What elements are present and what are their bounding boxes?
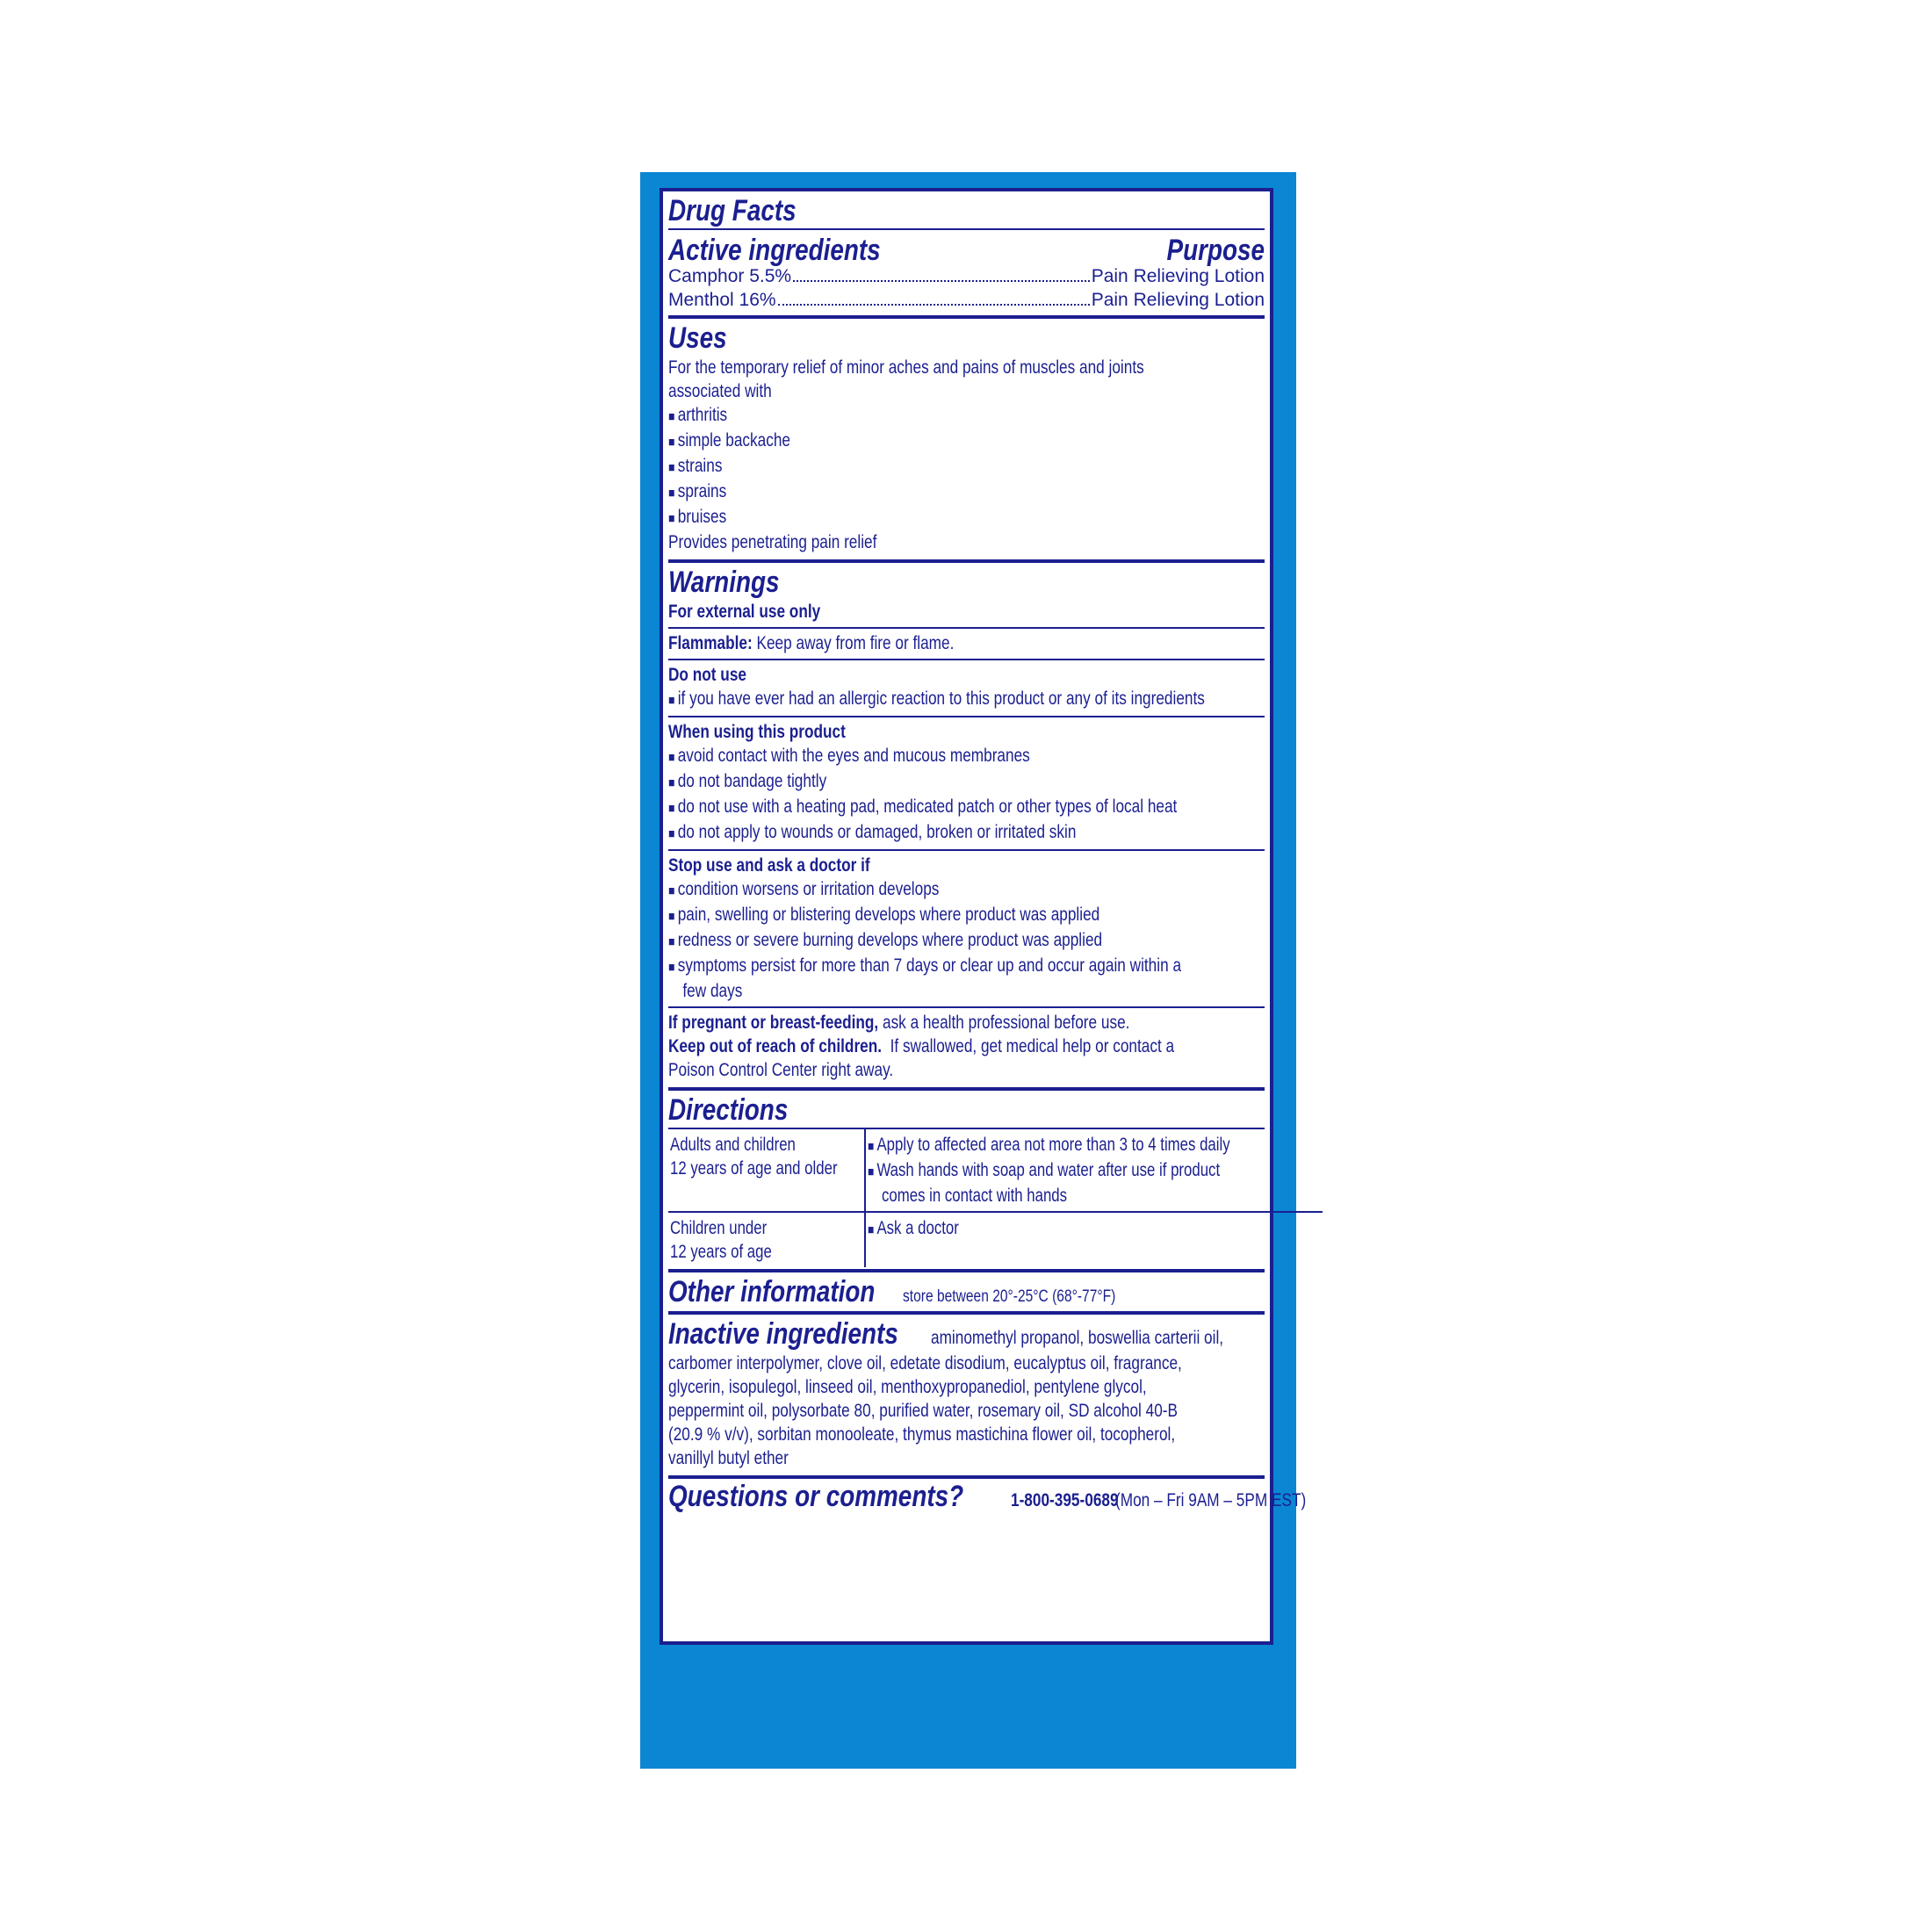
drug-facts-label	[660, 188, 1307, 1645]
external-use: For external use only	[668, 602, 821, 622]
questions-section	[668, 1479, 1307, 1514]
directions-item: ■ Ask a doctor	[868, 1216, 1230, 1242]
uses-intro: associated with	[668, 381, 772, 401]
other-info-section	[668, 1272, 1265, 1315]
directions-adult-instructions	[866, 1129, 1323, 1213]
when-using-item: ■ avoid contact with the eyes and mucous membranes	[668, 744, 1157, 769]
directions-table	[668, 1128, 1265, 1267]
directions-heading: Directions	[668, 1093, 789, 1127]
flammable-line	[668, 631, 1157, 655]
stop-use-item: ■ redness or severe burning develops where product was applied	[668, 928, 1157, 954]
directions-child-label: Children under	[670, 1218, 768, 1238]
warnings-section	[668, 563, 1265, 1091]
pregnant-text: ask a health professional before use.	[882, 1013, 1130, 1033]
children-text: If swallowed, get medical help or contact a	[890, 1036, 1175, 1056]
inactive-text: peppermint oil, polysorbate 80, purified water, rosemary oil, SD alcohol 40-B	[668, 1401, 1179, 1421]
other-info-heading: Other information	[668, 1275, 876, 1308]
ingredient-name: Camphor 5.5%	[668, 266, 792, 286]
questions-phone: 1-800-395-0689	[1010, 1490, 1119, 1510]
uses-item: ■ bruises	[668, 505, 1157, 530]
directions-item-cont: comes in contact with hands	[882, 1186, 1068, 1206]
when-using-item: ■ do not apply to wounds or damaged, broken or irritated skin	[668, 820, 1157, 846]
children-label: Keep out of reach of children.	[668, 1036, 883, 1056]
active-heading: Active ingredients	[668, 234, 881, 267]
inactive-text: (20.9 % v/v), sorbitan monooleate, thymus mastichina flower oil, tocopherol,	[668, 1424, 1176, 1445]
inactive-text: aminomethyl propanol, boswellia carterii oil,	[931, 1328, 1224, 1348]
children-line	[668, 1034, 1175, 1058]
when-using-item: ■ do not bandage tightly	[668, 769, 1157, 795]
ingredient-purpose: Pain Relieving Lotion	[1091, 290, 1265, 310]
drug-facts-title: Drug Facts	[668, 194, 797, 227]
leader-dots	[778, 304, 1090, 306]
uses-item: ■ arthritis	[668, 403, 1157, 429]
uses-footer: Provides penetrating pain relief	[668, 532, 877, 552]
inactive-heading: Inactive ingredients	[668, 1317, 898, 1351]
active-header	[668, 233, 1265, 268]
children-line-cont: Poison Control Center right away.	[668, 1060, 894, 1080]
stop-use-heading: Stop use and ask a doctor if	[668, 855, 870, 876]
uses-intro: For the temporary relief of minor aches and pains of muscles and joints	[668, 357, 1144, 378]
package-panel	[640, 172, 1307, 1769]
stop-use-item: ■ condition worsens or irritation develops	[668, 877, 1157, 903]
directions-adult-label: Adults and children	[670, 1135, 796, 1155]
leader-dots	[793, 280, 1090, 282]
warnings-heading: Warnings	[668, 566, 780, 599]
ingredient-purpose: Pain Relieving Lotion	[1091, 266, 1265, 286]
directions-item: ■ Apply to affected area not more than 3 to 4 times daily	[868, 1133, 1230, 1158]
directions-child-label: 12 years of age	[670, 1242, 772, 1262]
stop-use-item: ■ pain, swelling or blistering develops where product was applied	[668, 903, 1157, 928]
do-not-use-item: ■ if you have ever had an allergic reaction to this product or any of its ingredients	[668, 687, 1157, 712]
ingredient-row	[668, 288, 1265, 312]
directions-child-cell	[668, 1213, 866, 1267]
when-using-heading: When using this product	[668, 722, 846, 742]
do-not-use-heading: Do not use	[668, 665, 746, 685]
active-section	[668, 191, 1265, 319]
stop-use-item-cont: few days	[682, 981, 743, 1001]
uses-section	[668, 319, 1265, 563]
uses-item: ■ simple backache	[668, 429, 1157, 454]
uses-item: ■ sprains	[668, 479, 1157, 505]
pregnant-line	[668, 1011, 1157, 1034]
other-info-text: store between 20°-25°C (68°-77°F)	[903, 1287, 1116, 1306]
stop-use-item: ■ symptoms persist for more than 7 days or clear up and occur again within a	[668, 954, 1157, 979]
ingredient-name: Menthol 16%	[668, 290, 776, 310]
directions-item: ■ Wash hands with soap and water after use if product	[868, 1158, 1230, 1184]
inactive-section	[668, 1315, 1265, 1479]
uses-item: ■ strains	[668, 454, 1157, 479]
purpose-heading: Purpose	[1166, 234, 1265, 267]
questions-hours: (Mon – Fri 9AM – 5PM EST)	[1115, 1490, 1307, 1510]
flammable-text: Keep away from fire or flame.	[756, 633, 955, 653]
directions-child-instructions	[866, 1213, 1323, 1267]
directions-adult-label: 12 years of age and older	[670, 1158, 838, 1179]
inactive-text: glycerin, isopulegol, linseed oil, menthoxypropanediol, pentylene glycol,	[668, 1377, 1147, 1397]
when-using-item: ■ do not use with a heating pad, medicated patch or other types of local heat	[668, 795, 1157, 820]
uses-heading: Uses	[668, 321, 727, 355]
ingredient-row	[668, 264, 1265, 288]
pregnant-label: If pregnant or breast-feeding,	[668, 1013, 879, 1033]
questions-heading: Questions or comments?	[668, 1480, 964, 1513]
inactive-text: vanillyl butyl ether	[668, 1448, 789, 1468]
directions-adult-cell	[668, 1129, 866, 1213]
inactive-text: carbomer interpolymer, clove oil, edetate disodium, eucalyptus oil, fragrance,	[668, 1353, 1182, 1373]
flammable-label: Flammable:	[668, 633, 753, 653]
directions-section	[668, 1091, 1265, 1272]
